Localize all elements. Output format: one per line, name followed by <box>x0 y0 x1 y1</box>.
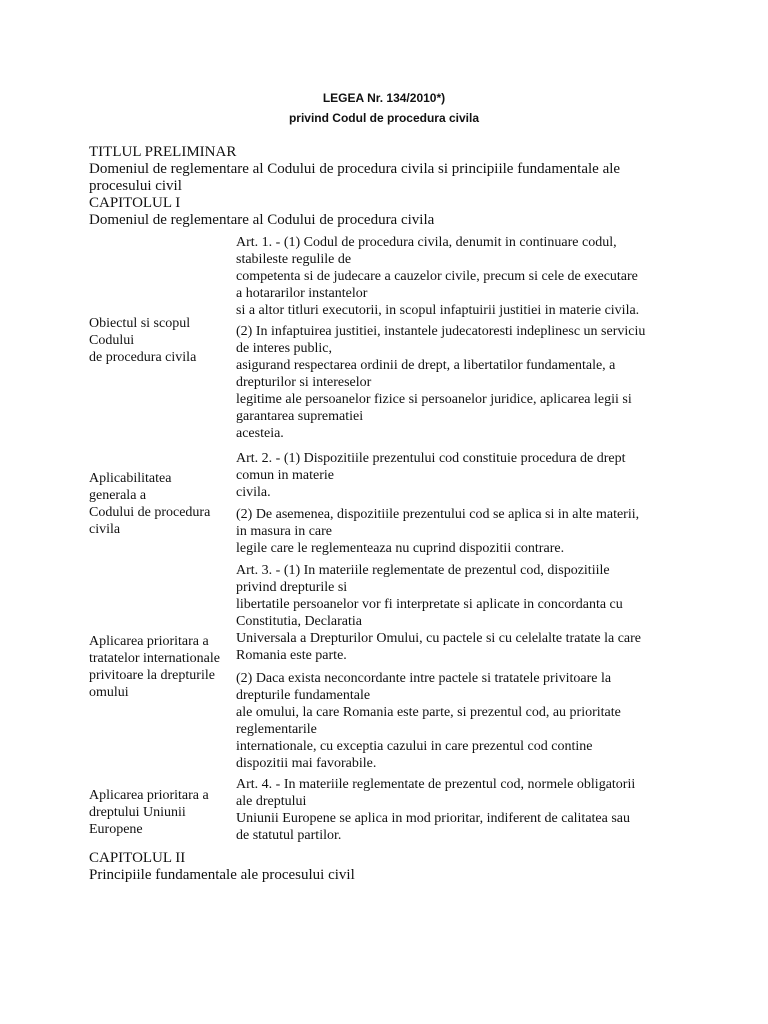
law-subtitle: privind Codul de procedura civila <box>288 111 480 125</box>
article-2-paragraph-2: (2) De asemenea, dispozitiile prezentului cod se aplica si in alte materii, in masura in care legile care le reglementeaza nu cuprind dispozitii contrare. <box>236 507 640 556</box>
article-3-paragraph-2: (2) Daca exista neconcordante intre pactele si tratatele privitoare la drepturile fundamentale ale omului, la care Romania este parte, si prezentul cod, au prioritate reglementarile internationale, cu exceptia cazului in care prezentul cod contine dispozitii mai favorabile. <box>236 671 621 771</box>
article-1-paragraph-2: (2) In infaptuirea justitiei, instantele judecatoresti indeplinesc un serviciu de interes public, asigurand respectarea ordinii de drept, a libertatilor fundamentale, a drepturilor si intereselor legitime ale persoanelor fizice si persoanelor juridice, aplicarea legii si garantarea suprematiei acesteia. <box>236 324 646 441</box>
article-1-paragraph-1: Art. 1. - (1) Codul de procedura civila, denumit in continuare codul, stabileste regulile de competenta si de judecare a cauzelor civile, precum si cele de executare a hotararilor instantelor si a altor titluri executorii, in scopul infaptuirii justitiei in materie civila. <box>236 235 640 318</box>
side-label-ue: Aplicarea prioritara a dreptului Uniunii Europene <box>89 788 209 837</box>
article-3-paragraph-1: Art. 3. - (1) In materiile reglementate de prezentul cod, dispozitiile privind drepturile si libertatile persoanelor vor fi interpretate si aplicate in concordanta cu Constitutia, Declaratia Universala a Drepturilor Omului, cu pactele si cu celelalte tratate la care Romania este parte. <box>236 563 642 663</box>
side-label-aplicabilitate: Aplicabilitatea generala a Codului de procedura civila <box>89 471 211 537</box>
chapter-2-title: Principiile fundamentale ale procesului civil <box>89 867 355 883</box>
article-2-paragraph-1: Art. 2. - (1) Dispozitiile prezentului cod constituie procedura de drept comun in materie civila. <box>236 451 626 500</box>
domain-heading-line1: Domeniul de reglementare al Codului de procedura civila si principiile fundamentale ale <box>89 161 621 177</box>
side-label-tratate: Aplicarea prioritara a tratatelor internationale privitoare la drepturile omului <box>89 634 220 700</box>
chapter-1-title: Domeniul de reglementare al Codului de procedura civila <box>89 212 435 228</box>
domain-heading-line2: procesului civil <box>89 178 182 194</box>
chapter-1-label: CAPITOLUL I <box>89 195 181 211</box>
chapter-2-label: CAPITOLUL II <box>89 850 186 866</box>
law-title: LEGEA Nr. 134/2010*) <box>322 91 446 105</box>
article-4: Art. 4. - In materiile reglementate de prezentul cod, normele obligatorii ale dreptului Uniunii Europene se aplica in mod prioritar, indiferent de calitatea sau de statutul partilor. <box>236 777 636 843</box>
title-preliminar: TITLUL PRELIMINAR <box>89 144 237 160</box>
side-label-obiect: Obiectul si scopul Codului de procedura civila <box>89 316 197 365</box>
